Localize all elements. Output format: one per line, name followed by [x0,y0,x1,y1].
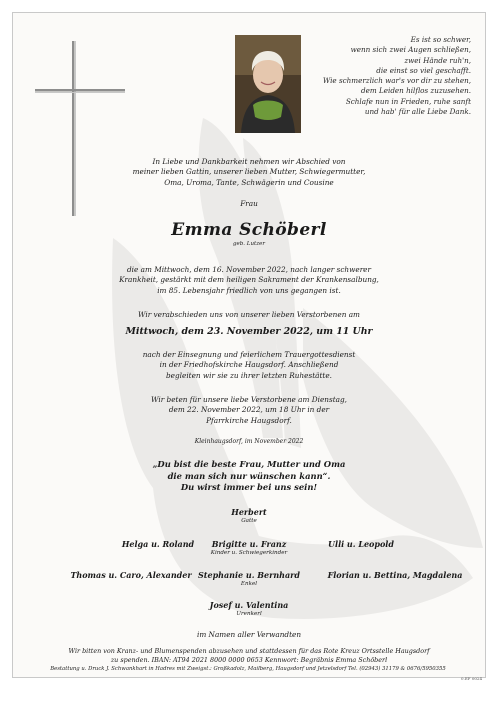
donation-line: zu spenden. IBAN: AT94 2021 8000 0000 0653 Kennwort: Begräbnis Emma Schöberl [110,656,388,664]
quote-line: „Du bist die beste Frau, Mutter und Oma [152,459,346,469]
mourner-role: Kinder u. Schwiegerkinder [210,550,288,556]
death-line: im 85. Lebensjahr friedlich von uns gegangen ist. [157,285,341,295]
death-announcement [13,265,485,296]
poem-line: Schlafe nun in Frieden, ruhe sanft [345,96,471,106]
prayer-info [13,395,485,426]
quote-line: Du wirst immer bei uns sein! [180,482,318,493]
birth-name: geb. Lutzer [233,241,265,247]
memorial-quote [13,459,485,494]
mourner-name: Brigitte u. Franz [211,539,287,549]
mourner-role: Enkel [240,581,258,587]
poem-line: und hab' für alle Liebe Dank. [364,107,471,117]
mourner-name: Josef u. Valentina [209,600,289,610]
quote-line: die man sich nur wünschen kann“. [167,470,331,481]
mourner-role: Gatte [241,518,257,524]
funeral-details [13,350,485,381]
mourner-group [189,539,309,557]
intro-line: In Liebe und Dankbarkeit nehmen wir Abschied von [152,157,346,166]
funeral-line: begleiten wir sie zu ihrer letzten Ruhestätte. [166,370,332,380]
mourner-role: Urenkerl [236,611,262,617]
mourner-name: Thomas u. Caro, Alexander [70,570,192,580]
deceased-name: Emma Schöberl [171,220,327,240]
place-date: Kleinhaugsdorf, im November 2022 [194,438,304,445]
poem-line: zwei Hände ruh'n, [404,55,471,65]
mourner-name: Herbert [231,507,267,517]
poem-line: Es ist so schwer, [410,35,471,44]
donation-line: Wir bitten von Kranz- und Blumenspenden abzusehen und stattdessen für das Rote Kreuz Ortsstelle Haugsdorf [68,647,430,655]
funeral-line: in der Friedhofskirche Haugsdorf. Anschließend [159,360,339,370]
death-line: die am Mittwoch, dem 16. November 2022, nach langer schwerer [127,265,371,274]
poem-line: die einst so viel geschafft. [376,65,471,75]
poem-line: wenn sich zwei Augen schließen, [350,45,471,55]
mourner-name: Stephanie u. Bernhard [198,570,300,580]
closing-line: im Namen aller Verwandten [196,630,302,639]
death-line: Krankheit, gestärkt mit dem heiligen Sakrament der Krankensalbung, [119,275,379,285]
poem [245,35,471,117]
farewell-intro: Wir verabschieden uns von unserer lieben Verstorbenen am [138,310,360,319]
mourner-group [313,570,477,581]
mourner-group [305,539,417,550]
prayer-line: dem 22. November 2022, um 18 Uhr in der [168,405,330,415]
mourner-spouse [199,507,299,525]
poem-line: dem Leiden hilflos zuzusehen. [361,86,471,96]
undertaker-footer: Bestattung u. Druck J. Schwankhart in Hadres mit Zweigst.: Großkadolz, Mailberg, Haugsdorf und Jetzelsdorf Tel. (02943) 31179 & 0676/5950355 [50,666,446,672]
mourner-great-grandchildren [189,600,309,618]
intro-line: meiner lieben Gattin, unserer lieben Mutter, Schwiegermutter, [132,167,366,177]
prayer-line: Wir beten für unsere liebe Verstorbene am Dienstag, [151,395,347,404]
prayer-line: Pfarrkirche Haugsdorf. [206,415,292,425]
funeral-line: nach der Einsegnung und feierlichem Trauergottesdienst [142,350,356,359]
cross-icon [35,41,125,216]
donation-note [13,647,485,665]
parte-card [12,12,486,678]
mourner-group [63,570,199,581]
intro-text [13,157,485,188]
print-code: 0.EF 0024 [461,676,482,681]
poem-line: Wie schmerzlich war's vor dir zu stehen, [322,76,471,86]
mourner-name: Florian u. Bettina, Magdalena [327,570,463,580]
funeral-date: Mittwoch, dem 23. November 2022, um 11 Uhr [125,326,373,337]
mourner-group [189,570,309,588]
mourner-name: Helga u. Roland [121,539,195,549]
intro-line: Oma, Uroma, Tante, Schwägerin und Cousine [164,177,334,187]
salutation: Frau [240,199,258,208]
mourner-name: Ulli u. Leopold [328,539,394,549]
